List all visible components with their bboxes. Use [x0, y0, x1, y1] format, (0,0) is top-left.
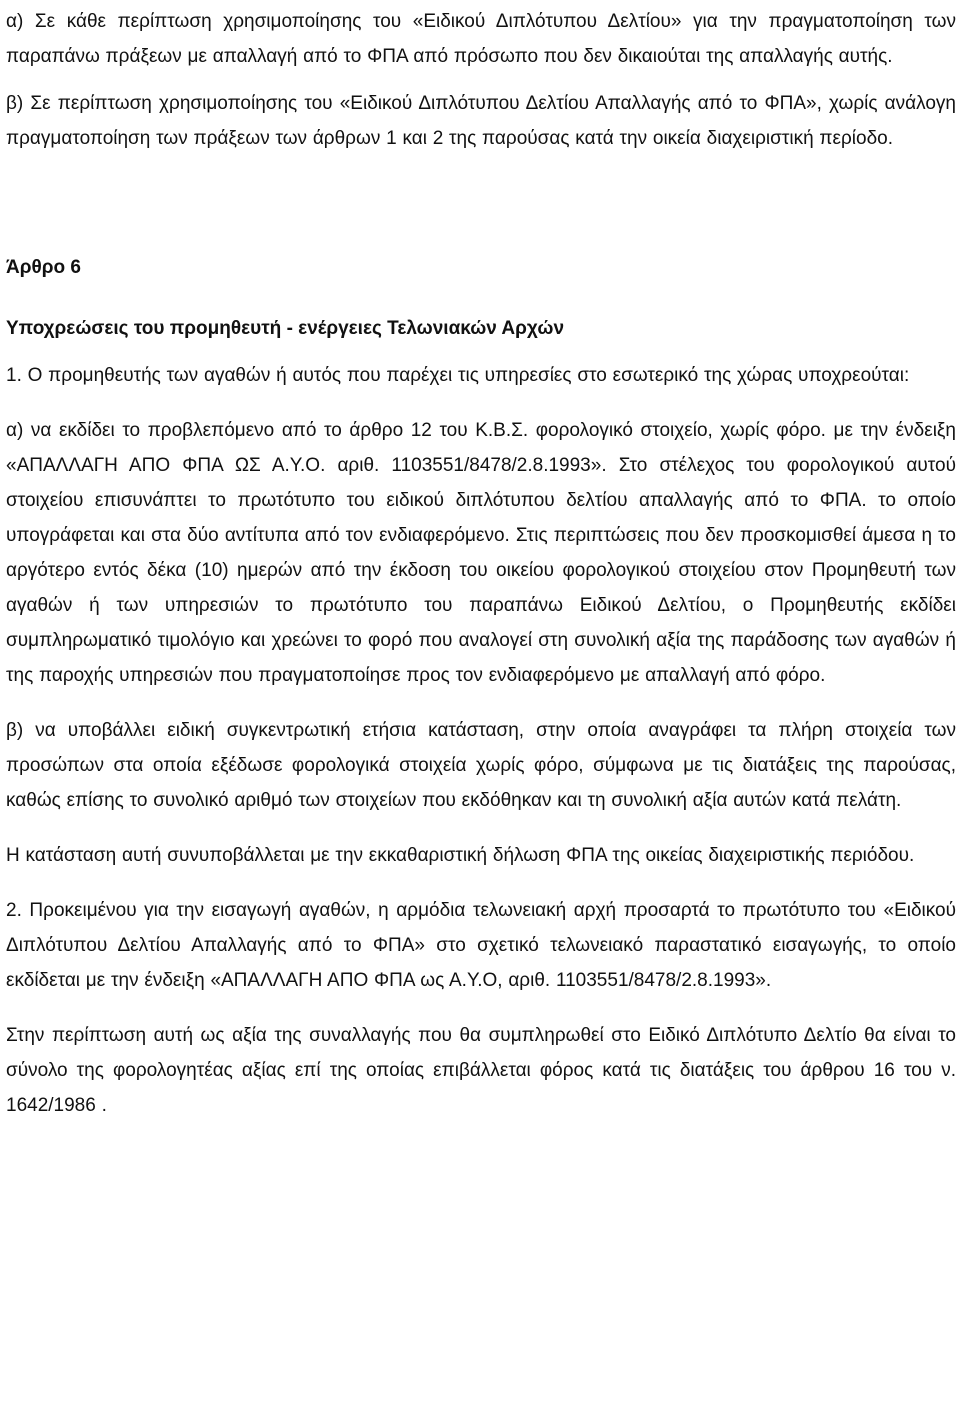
- paragraph-1-alpha: α) να εκδίδει το προβλεπόμενο από το άρθρο 12 του Κ.Β.Σ. φορολογικό στοιχείο, χωρίς φόρο. με την ένδειξη «ΑΠΑΛΛΑΓΗ ΑΠΟ ΦΠΑ ΩΣ Α.Υ.Ο. αριθ. 1103551/8478/2.8.1993». Στο στέλεχος του φορολογικού αυτού στοιχείου επισυνάπτει το πρωτότυπο του ειδικού διπλότυπου δελτίου απαλλαγής από το ΦΠΑ. το οποίο υπογράφεται και στα δύο αντίτυπα από τον ενδιαφερόμενο. Στις περιπτώσεις που δεν προσκομισθεί άμεσα η το αργότερο εντός δέκα (10) ημερών από την έκδοση του οικείου φορολογικού στοιχείου στον Προμηθευτή των αγαθών ή των υπηρεσιών το πρωτότυπο του παραπάνω Ειδικού Δελτίου, ο Προμηθευτής εκδίδει συμπληρωματικό τιμολόγιο και χρεώνει το φορό που αναλογεί στη συνολική αξία της παράδοσης των αγαθών ή της παροχής υπηρεσιών που πραγματοποίησε προς τον ενδιαφερόμενο με απαλλαγή από φόρο.: [6, 420, 956, 686]
- article-title: Υποχρεώσεις του προμηθευτή - ενέργειες Τελωνιακών Αρχών: [6, 318, 565, 339]
- paragraph-2: 2. Προκειμένου για την εισαγωγή αγαθών, η αρμόδια τελωνειακή αρχή προσαρτά το πρωτότυπο του «Ειδικού Διπλότυπου Δελτίου Απαλλαγής από το ΦΠΑ» στο σχετικό τελωνειακό παραστατικό εισαγωγής, το οποίο εκδίδεται με την ένδειξη «ΑΠΑΛΛΑΓΗ ΑΠΟ ΦΠΑ ως Α.Υ.Ο, αριθ. 1103551/8478/2.8.1993».: [6, 900, 956, 991]
- paragraph-1-statement: Η κατάσταση αυτή συνυποβάλλεται με την εκκαθαριστική δήλωση ΦΠΑ της οικείας διαχειριστικής περιόδου.: [6, 845, 915, 866]
- article-heading: Άρθρο 6: [6, 257, 81, 278]
- paragraph-1: 1. Ο προμηθευτής των αγαθών ή αυτός που παρέχει τις υπηρεσίες στο εσωτερικό της χώρας υποχρεούται:: [6, 365, 910, 386]
- paragraph-alpha-penalty: α) Σε κάθε περίπτωση χρησιμοποίησης του «Ειδικού Διπλότυπου Δελτίου» για την πραγματοποίηση των παραπάνω πράξεων με απαλλαγή από το ΦΠΑ από πρόσωπο που δεν δικαιούται της απαλλαγής αυτής.: [6, 11, 956, 67]
- paragraph-3: Στην περίπτωση αυτή ως αξία της συναλλαγής που θα συμπληρωθεί στο Ειδικό Διπλότυπο Δελτίο θα είναι το σύνολο της φορολογητέας αξίας επί της οποίας επιβάλλεται φόρος κατά τις διατάξεις του άρθρου 16 του ν. 1642/1986 .: [6, 1025, 956, 1116]
- paragraph-1-beta: β) να υποβάλλει ειδική συγκεντρωτική ετήσια κατάσταση, στην οποία αναγράφει τα πλήρη στοιχεία των προσώπων στα οποία εξέδωσε φορολογικά στοιχεία χωρίς φόρο, σύμφωνα με τις διατάξεις της παρούσας, καθώς επίσης το συνολικό αριθμό των στοιχείων που εκδόθηκαν και τη συνολική αξία αυτών κατά πελάτη.: [6, 720, 956, 811]
- paragraph-beta-penalty: β) Σε περίπτωση χρησιμοποίησης του «Ειδικού Διπλότυπου Δελτίου Απαλλαγής από το ΦΠΑ», χωρίς ανάλογη πραγματοποίηση των πράξεων των άρθρων 1 και 2 της παρούσας κατά την οικεία διαχειριστική περίοδο.: [6, 93, 956, 149]
